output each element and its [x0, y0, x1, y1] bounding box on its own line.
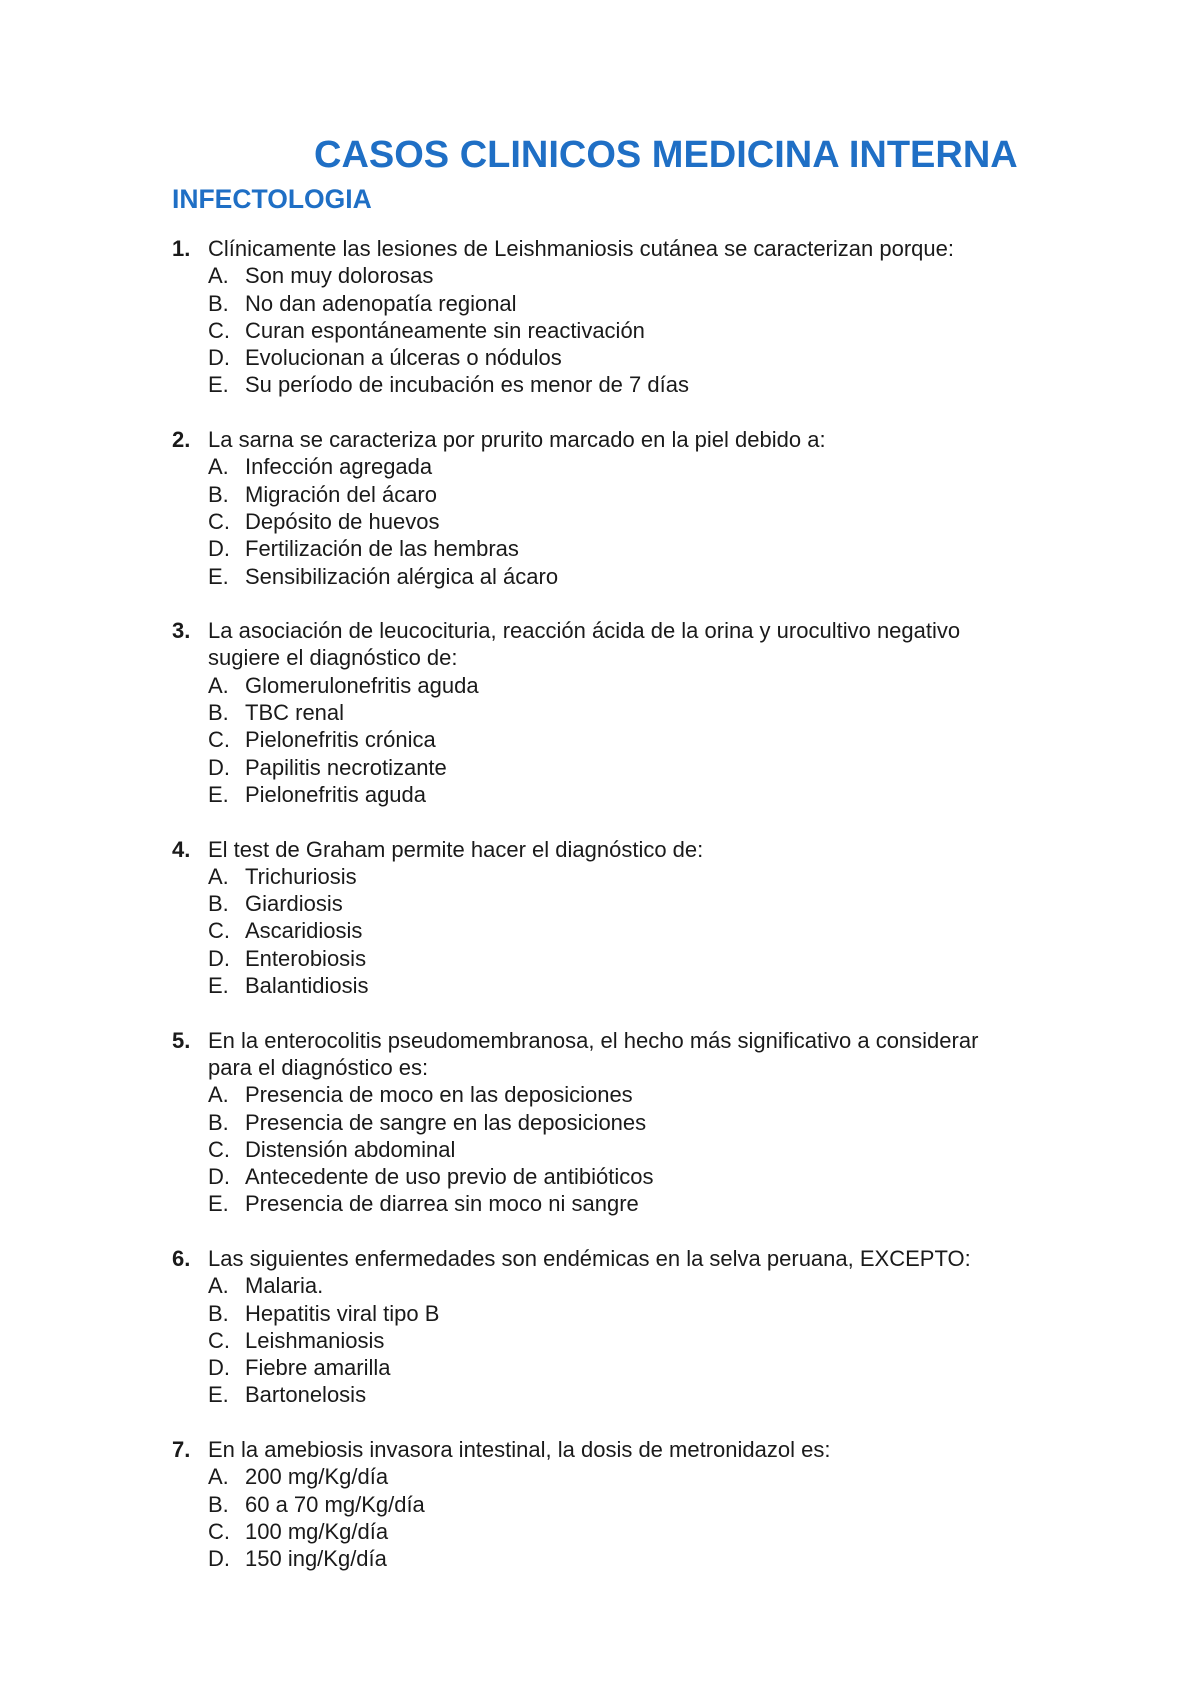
option-letter: A.: [208, 863, 229, 889]
option-letter: A.: [208, 1082, 229, 1108]
option-text: Curan espontáneamente sin reactivación: [245, 317, 645, 343]
option-letter: B.: [208, 481, 229, 507]
option-letter: B.: [208, 700, 229, 726]
option-letter: E.: [208, 1191, 229, 1217]
question-stem: [0, 235, 1200, 262]
option-letter: C.: [208, 508, 230, 534]
option-letter: E.: [208, 781, 229, 807]
option-text: Distensión abdominal: [245, 1136, 456, 1162]
option-text: Ascaridiosis: [245, 918, 363, 944]
answer-option: [0, 1109, 1200, 1136]
answer-option: [0, 1081, 1200, 1108]
question-stem: [0, 617, 1200, 672]
answer-option: [0, 1381, 1200, 1408]
answer-option: [0, 1272, 1200, 1299]
option-letter: B.: [208, 1300, 229, 1326]
option-letter: A.: [208, 1273, 229, 1299]
option-text: TBC renal: [245, 700, 345, 726]
question-item: [0, 1245, 1200, 1409]
answer-option: [0, 262, 1200, 289]
section-heading: INFECTOLOGIA: [172, 184, 372, 214]
question-number: 3.: [172, 618, 191, 644]
answer-option: [0, 317, 1200, 344]
option-text: Son muy dolorosas: [245, 263, 434, 289]
question-list: [0, 235, 1200, 1573]
option-letter: E.: [208, 563, 229, 589]
option-text: Trichuriosis: [245, 863, 357, 889]
option-text: Giardiosis: [245, 891, 343, 917]
option-text: Bartonelosis: [245, 1382, 367, 1408]
question-item: [0, 1027, 1200, 1218]
option-letter: C.: [208, 918, 230, 944]
question-number: 7.: [172, 1437, 191, 1463]
option-letter: C.: [208, 1518, 230, 1544]
question-text: En la enterocolitis pseudomembranosa, el hecho más significativo a considerar para el diagnóstico es:: [208, 1027, 979, 1080]
option-letter: D.: [208, 345, 230, 371]
question-text: El test de Graham permite hacer el diagnóstico de:: [208, 836, 704, 862]
answer-option: [0, 917, 1200, 944]
option-text: Leishmaniosis: [245, 1327, 385, 1353]
answer-option: [0, 1463, 1200, 1490]
option-letter: D.: [208, 536, 230, 562]
option-text: No dan adenopatía regional: [245, 290, 517, 316]
answer-option: [0, 481, 1200, 508]
option-letter: C.: [208, 727, 230, 753]
option-letter: B.: [208, 1109, 229, 1135]
option-text: Sensibilización alérgica al ácaro: [245, 563, 559, 589]
answer-option: [0, 754, 1200, 781]
option-text: Antecedente de uso previo de antibióticos: [245, 1164, 654, 1190]
answer-option: [0, 972, 1200, 999]
answer-option: [0, 1354, 1200, 1381]
option-text: Malaria.: [245, 1273, 324, 1299]
answer-option: [0, 1300, 1200, 1327]
option-letter: E.: [208, 973, 229, 999]
question-stem: [0, 1027, 1200, 1082]
question-item: [0, 1436, 1200, 1572]
option-text: Infección agregada: [245, 454, 433, 480]
option-text: Fiebre amarilla: [245, 1355, 391, 1381]
option-text: Papilitis necrotizante: [245, 754, 447, 780]
option-letter: B.: [208, 891, 229, 917]
option-text: Fertilización de las hembras: [245, 536, 519, 562]
option-text: Pielonefritis crónica: [245, 727, 436, 753]
option-text: 60 a 70 mg/Kg/día: [245, 1491, 425, 1517]
option-text: Glomerulonefritis aguda: [245, 672, 479, 698]
answer-option: [0, 508, 1200, 535]
answer-option: [0, 726, 1200, 753]
option-letter: D.: [208, 1164, 230, 1190]
answer-option: [0, 945, 1200, 972]
question-stem: [0, 1245, 1200, 1272]
option-text: 150 ing/Kg/día: [245, 1546, 387, 1572]
document-title: CASOS CLINICOS MEDICINA INTERNA: [314, 134, 1018, 176]
option-letter: C.: [208, 1136, 230, 1162]
answer-option: [0, 890, 1200, 917]
option-text: Evolucionan a úlceras o nódulos: [245, 345, 562, 371]
option-text: Pielonefritis aguda: [245, 781, 427, 807]
option-letter: C.: [208, 317, 230, 343]
option-text: Presencia de diarrea sin moco ni sangre: [245, 1191, 639, 1217]
question-text: La asociación de leucocituria, reacción ácida de la orina y urocultivo negativo sugiere el diagnóstico de:: [208, 618, 961, 671]
answer-option: [0, 453, 1200, 480]
question-number: 5.: [172, 1027, 191, 1053]
answer-option: [0, 371, 1200, 398]
option-letter: A.: [208, 454, 229, 480]
answer-option: [0, 1136, 1200, 1163]
answer-option: [0, 563, 1200, 590]
question-number: 2.: [172, 427, 191, 453]
option-text: Presencia de sangre en las deposiciones: [245, 1109, 647, 1135]
option-letter: D.: [208, 1355, 230, 1381]
option-text: Su período de incubación es menor de 7 días: [245, 372, 689, 398]
answer-option: [0, 699, 1200, 726]
option-letter: C.: [208, 1327, 230, 1353]
option-text: 200 mg/Kg/día: [245, 1464, 389, 1490]
answer-option: [0, 535, 1200, 562]
answer-option: [0, 672, 1200, 699]
question-text: En la amebiosis invasora intestinal, la dosis de metronidazol es:: [208, 1437, 831, 1463]
question-item: [0, 235, 1200, 399]
option-text: Balantidiosis: [245, 973, 369, 999]
option-letter: D.: [208, 754, 230, 780]
question-stem: [0, 836, 1200, 863]
question-number: 4.: [172, 836, 191, 862]
answer-option: [0, 1190, 1200, 1217]
option-letter: A.: [208, 1464, 229, 1490]
question-text: Las siguientes enfermedades son endémicas en la selva peruana, EXCEPTO:: [208, 1245, 971, 1271]
option-letter: B.: [208, 290, 229, 316]
question-item: [0, 836, 1200, 1000]
option-letter: A.: [208, 672, 229, 698]
question-text: Clínicamente las lesiones de Leishmaniosis cutánea se caracterizan porque:: [208, 236, 954, 261]
answer-option: [0, 1518, 1200, 1545]
answer-option: [0, 1545, 1200, 1572]
answer-option: [0, 290, 1200, 317]
question-number: 1.: [172, 236, 191, 261]
question-number: 6.: [172, 1245, 191, 1271]
question-item: [0, 426, 1200, 590]
option-text: Enterobiosis: [245, 945, 367, 971]
question-text: La sarna se caracteriza por prurito marcado en la piel debido a:: [208, 427, 826, 453]
question-item: [0, 617, 1200, 808]
option-letter: E.: [208, 372, 229, 398]
answer-option: [0, 1491, 1200, 1518]
option-text: Presencia de moco en las deposiciones: [245, 1082, 633, 1108]
question-stem: [0, 1436, 1200, 1463]
option-letter: B.: [208, 1491, 229, 1517]
answer-option: [0, 781, 1200, 808]
option-letter: A.: [208, 263, 229, 289]
option-letter: D.: [208, 1546, 230, 1572]
answer-option: [0, 344, 1200, 371]
question-stem: [0, 426, 1200, 453]
answer-option: [0, 1327, 1200, 1354]
option-text: 100 mg/Kg/día: [245, 1518, 389, 1544]
option-text: Depósito de huevos: [245, 508, 440, 534]
option-text: Migración del ácaro: [245, 481, 437, 507]
option-letter: D.: [208, 945, 230, 971]
answer-option: [0, 1163, 1200, 1190]
option-letter: E.: [208, 1382, 229, 1408]
option-text: Hepatitis viral tipo B: [245, 1300, 440, 1326]
answer-option: [0, 863, 1200, 890]
